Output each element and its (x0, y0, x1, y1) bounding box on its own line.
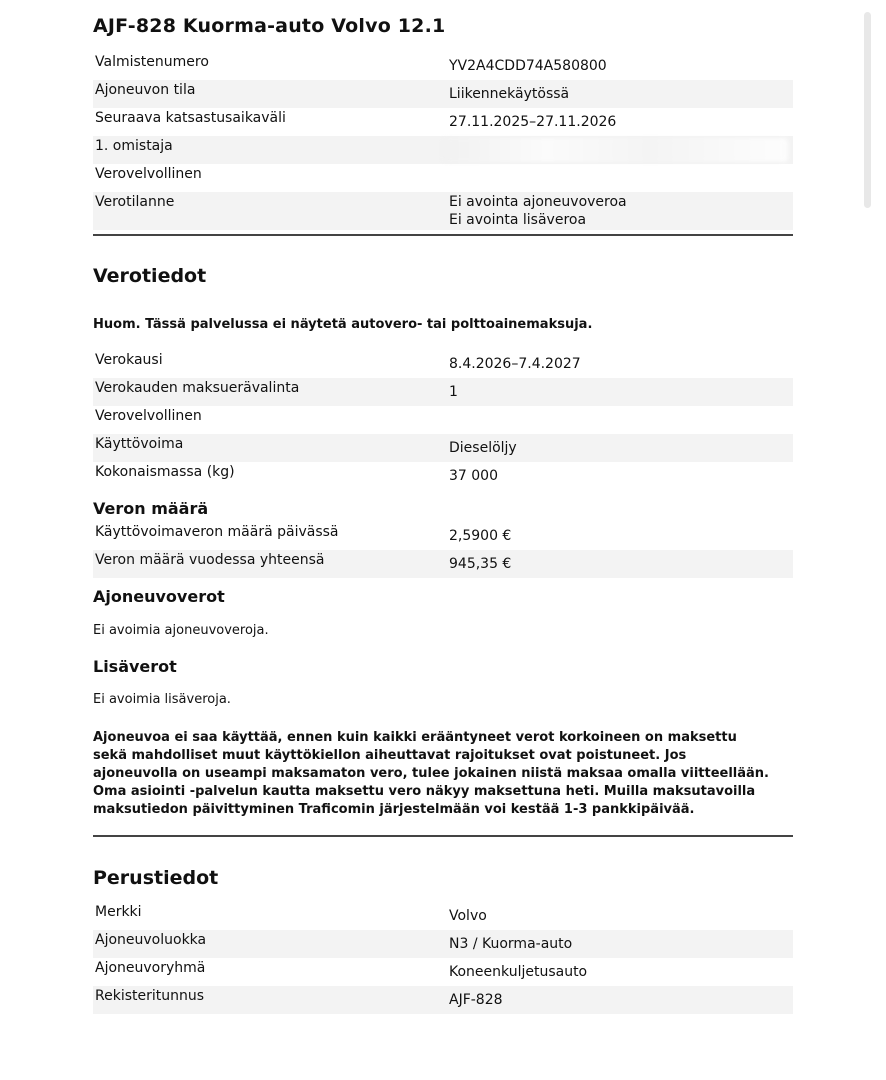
section-divider (93, 835, 793, 837)
row-tax-period (93, 350, 793, 378)
row-value: 27.11.2025–27.11.2026 (449, 114, 617, 130)
row-vehicle-class (93, 930, 793, 958)
row-power-source (93, 434, 793, 462)
row-value: Liikennekäytössä (449, 86, 570, 102)
row-label: Verokauden maksuerävalinta (95, 380, 300, 396)
row-label: Ajoneuvon tila (95, 82, 196, 98)
row-label: Verotilanne (95, 194, 175, 210)
row-label: Rekisteritunnus (95, 988, 205, 1004)
usage-warning (93, 729, 793, 819)
row-value: YV2A4CDD74A580800 (449, 58, 607, 74)
row-first-owner (93, 136, 793, 164)
extra-taxes-text: Ei avoimia lisäveroja. (93, 692, 231, 707)
warning-line: Ajoneuvoa ei saa käyttää, ennen kuin kaikki erääntyneet verot korkoineen on maksettu (93, 730, 737, 745)
row-tax-taxpayer (93, 406, 793, 434)
section-heading-basic: Perustiedot (93, 867, 219, 889)
section-heading-tax: Verotiedot (93, 265, 207, 287)
subheading-tax-amount: Veron määrä (93, 499, 209, 518)
row-label: Käyttövoima (95, 436, 184, 452)
row-manufacturer-number (93, 52, 793, 80)
row-installment-choice (93, 378, 793, 406)
warning-line: maksutiedon päivittyminen Traficomin järjestelmään voi kestää 1-3 pankkipäivää. (93, 802, 695, 817)
vehicle-taxes-text: Ei avoimia ajoneuvoveroja. (93, 623, 269, 638)
row-value: N3 / Kuorma-auto (449, 936, 573, 952)
scrollbar[interactable] (864, 12, 871, 208)
row-total-mass (93, 462, 793, 490)
row-value: 945,35 € (449, 556, 512, 572)
subheading-vehicle-taxes: Ajoneuvoverot (93, 587, 225, 606)
tax-note: Huom. Tässä palvelussa ei näytetä autovero- tai polttoainemaksuja. (93, 317, 593, 332)
page-title: AJF-828 Kuorma-auto Volvo 12.1 (93, 15, 446, 37)
row-label: Verokausi (95, 352, 163, 368)
row-label: Kokonaismassa (kg) (95, 464, 235, 480)
row-yearly-tax (93, 550, 793, 578)
row-label: 1. omistaja (95, 138, 173, 154)
row-tax-status (93, 192, 793, 230)
row-registration (93, 986, 793, 1014)
row-label: Verovelvollinen (95, 166, 202, 182)
row-value: Volvo (449, 908, 487, 924)
row-label: Valmistenumero (95, 54, 209, 70)
row-label: Ajoneuvoryhmä (95, 960, 206, 976)
row-value (449, 193, 627, 229)
row-value: AJF-828 (449, 992, 503, 1008)
row-label: Merkki (95, 904, 142, 920)
row-label: Käyttövoimaveron määrä päivässä (95, 524, 339, 540)
row-label: Seuraava katsastusaikaväli (95, 110, 286, 126)
row-daily-tax (93, 522, 793, 550)
row-value: 1 (449, 384, 458, 400)
row-value: 37 000 (449, 468, 498, 484)
row-make (93, 902, 793, 930)
subheading-extra-taxes: Lisäverot (93, 657, 177, 676)
row-value: Koneenkuljetusauto (449, 964, 588, 980)
row-next-inspection (93, 108, 793, 136)
section-divider (93, 234, 793, 236)
warning-line: Oma asiointi -palvelun kautta maksettu vero näkyy maksettuna heti. Muilla maksutavoilla (93, 784, 756, 799)
tax-status-line-1: Ei avointa ajoneuvoveroa (449, 194, 627, 210)
row-value: Dieselöljy (449, 440, 517, 456)
redacted-value (443, 138, 788, 162)
row-label: Ajoneuvoluokka (95, 932, 207, 948)
row-taxpayer (93, 164, 793, 192)
row-value: 8.4.2026–7.4.2027 (449, 356, 581, 372)
warning-line: ajoneuvolla on useampi maksamaton vero, tulee jokainen niistä maksaa omalla viitteellään. (93, 766, 769, 781)
row-vehicle-status (93, 80, 793, 108)
row-value: 2,5900 € (449, 528, 512, 544)
row-label: Veron määrä vuodessa yhteensä (95, 552, 325, 568)
row-label: Verovelvollinen (95, 408, 202, 424)
warning-line: sekä mahdolliset muut käyttökiellon aiheuttavat rajoitukset ovat poistuneet. Jos (93, 748, 687, 763)
tax-status-line-2: Ei avointa lisäveroa (449, 212, 587, 228)
row-vehicle-group (93, 958, 793, 986)
